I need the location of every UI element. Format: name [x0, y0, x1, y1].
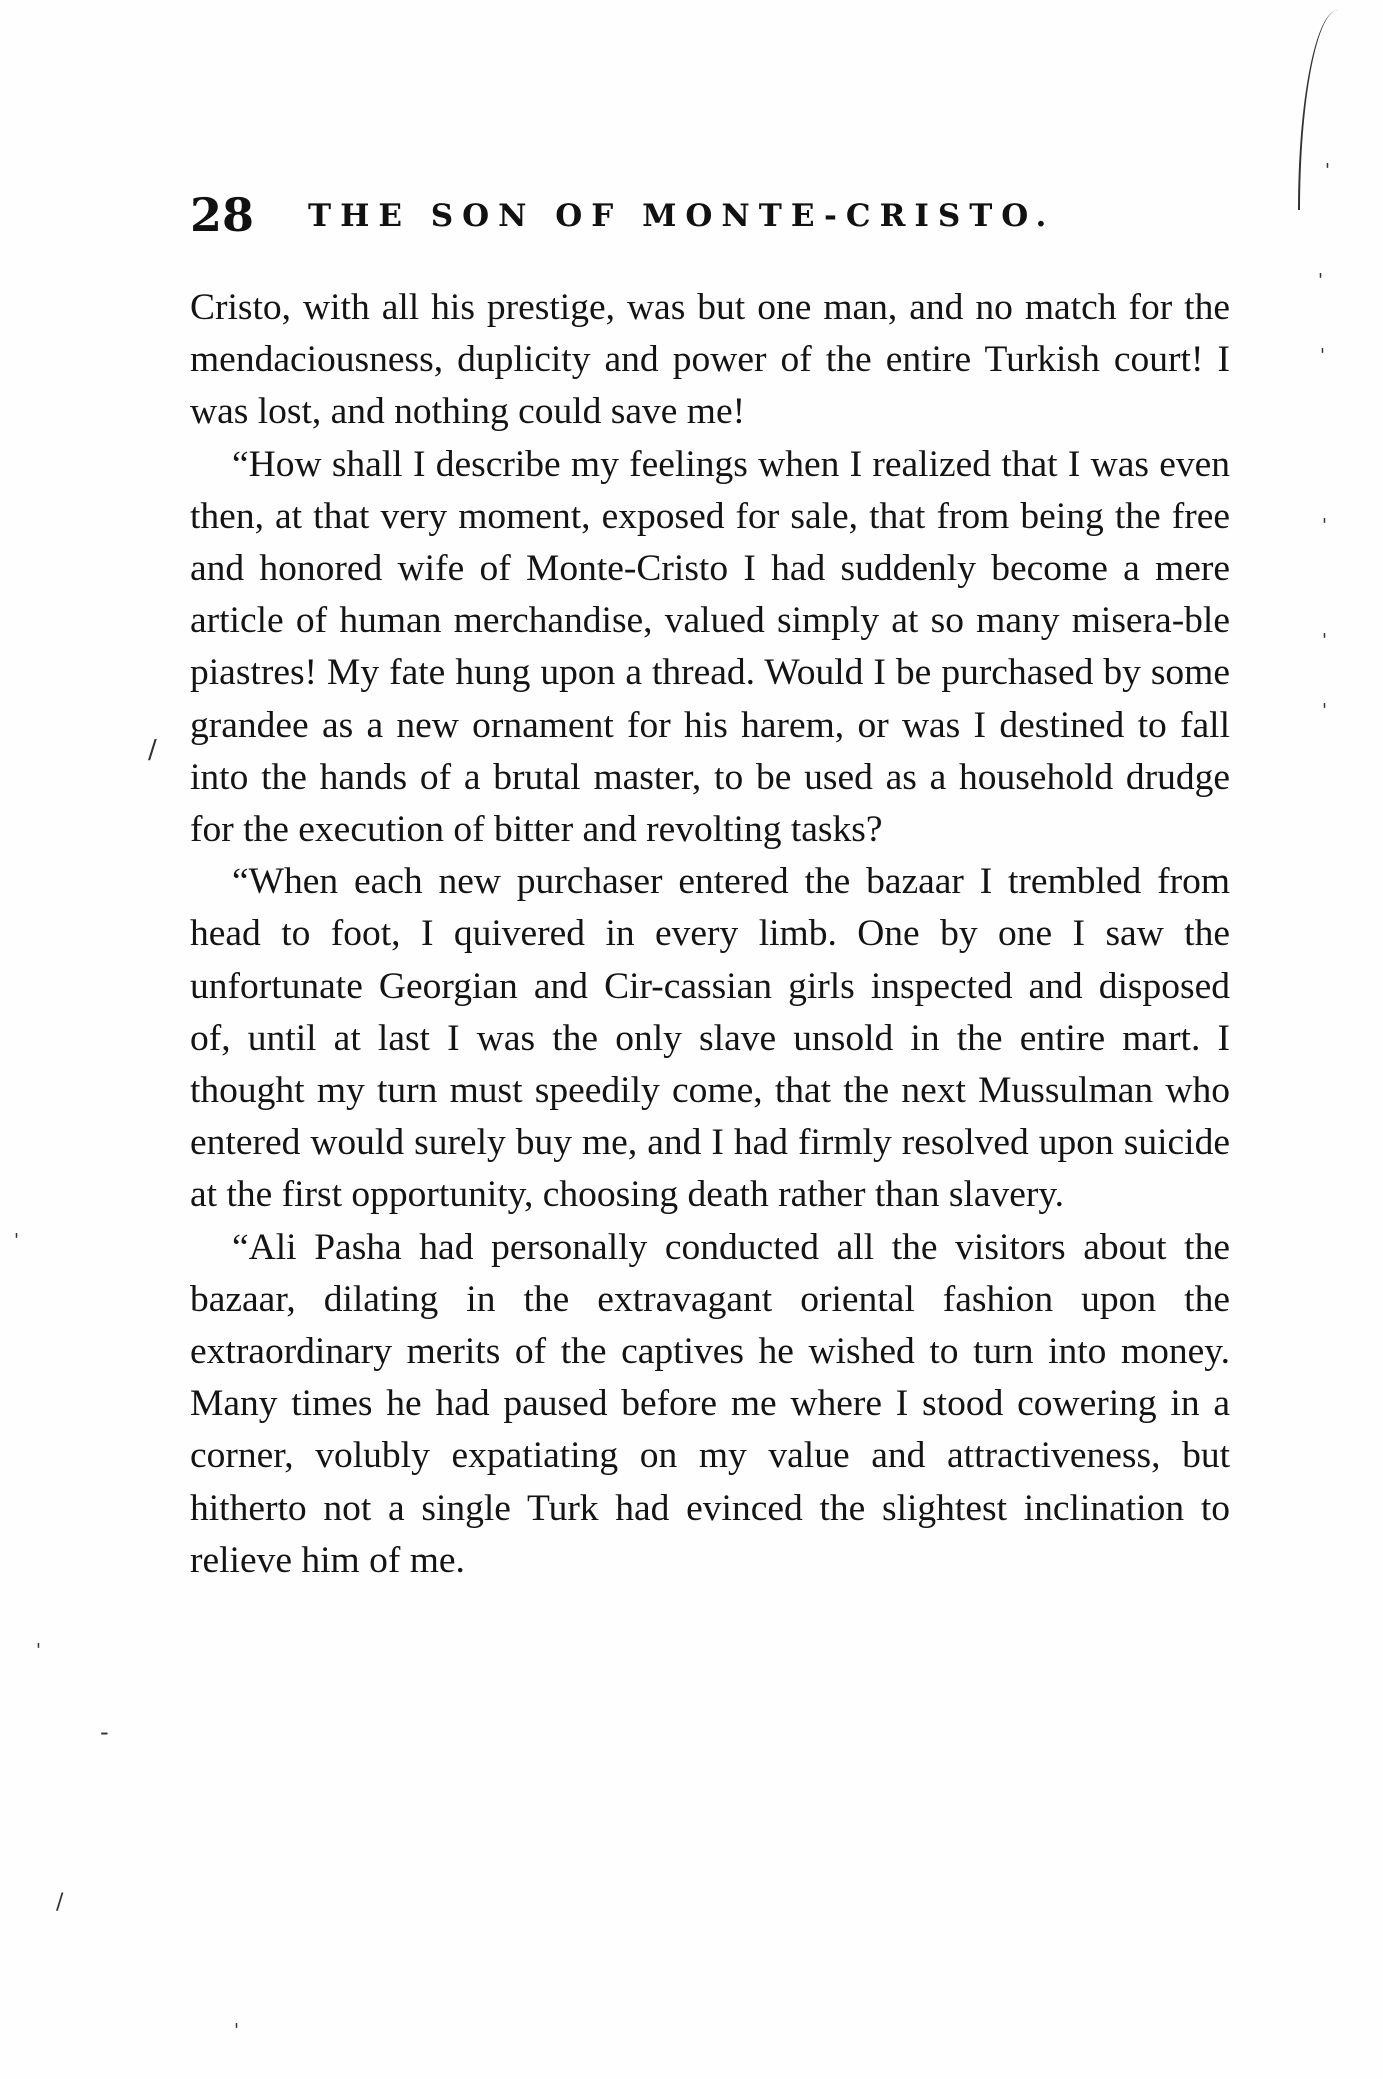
paragraph: “How shall I describe my feelings when I realized that I was even then, at that very moment, exposed for sale, that from being the free and honored wife of Monte-Cristo I had suddenly become a mere article of human merchandise, valued simply at so many misera-ble piastres! My fate hung upon a thread. Would I be purchased by some grandee as a new ornament for his harem, or was I destined to fall into the hands of a brutal master, to be used as a household drudge for the execution of bitter and revolting tasks?	[190, 443, 1230, 851]
margin-speck: '	[1322, 700, 1327, 721]
margin-speck: '	[1320, 345, 1325, 366]
margin-pencil-line	[1298, 10, 1340, 210]
margin-pencil-mark: /	[148, 735, 157, 765]
paragraph: “Ali Pasha had personally conducted all the visitors about the bazaar, dilating in the extravagant oriental fashion upon the extraordinary merits of the captives he wished to turn into money. Many times he had paused before me where I stood cowering in a corner, volubly expatiating on my value and attractiveness, but hitherto not a single Turk had evinced the slightest inclination to relieve him of me.	[190, 1226, 1230, 1581]
page-number: 28	[190, 188, 255, 242]
paragraph: “When each new purchaser entered the bazaar I trembled from head to foot, I quivered in every limb. One by one I saw the unfortunate Georgian and Cir-cassian girls inspected and disposed of, until at last I was the only slave unsold in the entire mart. I thought my turn must speedily come, that the next Mussulman who entered would surely buy me, and I had firmly resolved upon suicide at the first opportunity, choosing death rather than slavery.	[190, 861, 1230, 1216]
margin-speck: '	[1318, 270, 1323, 291]
margin-speck: '	[234, 2020, 239, 2041]
margin-speck: '	[1322, 630, 1327, 651]
margin-speck: '	[14, 1230, 19, 1251]
margin-speck: -	[100, 1718, 109, 1746]
running-title: THE SON OF MONTE-CRISTO.	[308, 198, 1056, 234]
margin-speck: '	[36, 1640, 41, 1661]
page-header	[190, 188, 1240, 248]
paragraph: Cristo, with all his prestige, was but one man, and no match for the mendaciousness, duplicity and power of the entire Turkish court! I was lost, and nothing could save me!	[190, 287, 1230, 433]
margin-speck: '	[1325, 160, 1330, 181]
margin-speck: '	[1322, 515, 1327, 536]
margin-pencil-mark: /	[56, 1890, 64, 1915]
body-text	[190, 282, 1230, 1587]
